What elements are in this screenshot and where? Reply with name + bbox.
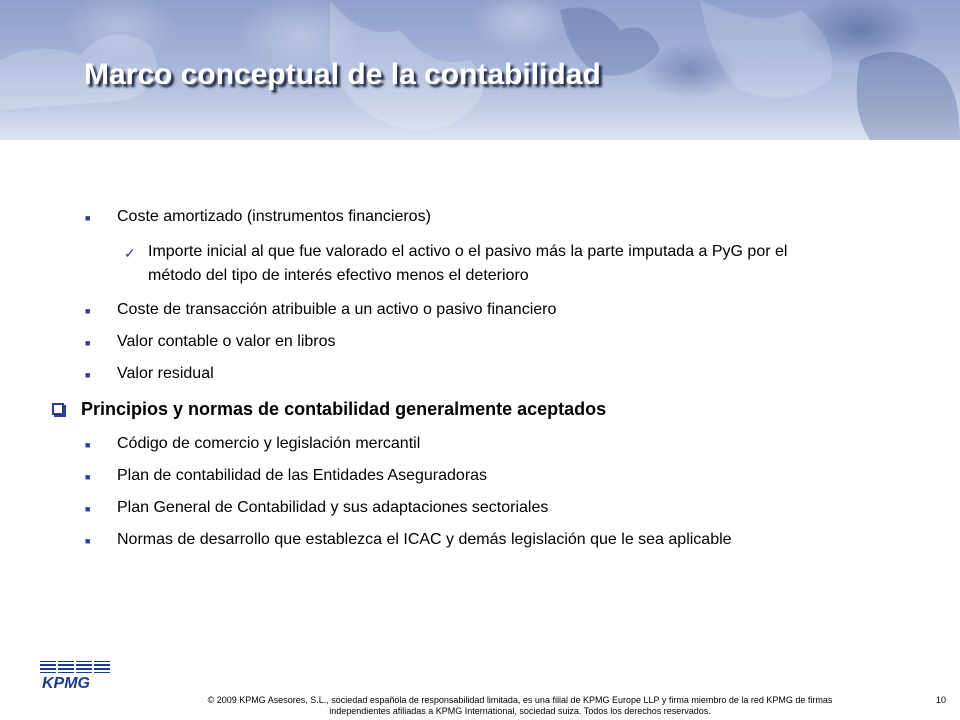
bullet-icon: ■ (85, 504, 91, 514)
list-item-line: método del tipo de interés efectivo menos el deterioro (148, 267, 529, 284)
list-item: Valor contable o valor en libros (117, 333, 336, 350)
bullet-icon: ■ (85, 536, 91, 546)
svg-text:KPMG: KPMG (42, 675, 90, 689)
footer-line: © 2009 KPMG Asesores, S.L., sociedad española de responsabilidad limitada, es una filial de KPMG Europe LLP y firma miembro de la red KPMG de firmas (207, 695, 833, 705)
checkbox-bullet-icon (52, 403, 64, 415)
list-item: Plan de contabilidad de las Entidades Aseguradoras (117, 467, 488, 484)
page-number: 10 (936, 695, 947, 705)
bullet-icon: ■ (85, 440, 91, 450)
page-title: Marco conceptual de la contabilidad (84, 58, 601, 91)
checkmark-icon: ✓ (124, 245, 136, 261)
section-heading: Principios y normas de contabilidad generalmente aceptados (81, 399, 607, 419)
bullet-icon: ■ (85, 338, 91, 348)
bullet-icon: ■ (85, 370, 91, 380)
list-item: Plan General de Contabilidad y sus adaptaciones sectoriales (117, 499, 549, 516)
list-item: Coste de transacción atribuible a un activo o pasivo financiero (117, 301, 557, 318)
list-item: Valor residual (117, 365, 214, 382)
kpmg-logo (40, 661, 114, 689)
bullet-icon: ■ (85, 213, 91, 223)
copyright-footer (135, 695, 905, 717)
list-item: Código de comercio y legislación mercantil (117, 435, 421, 452)
footer-line: independientes afiliadas a KPMG International, sociedad suiza. Todos los derechos reservados. (329, 706, 711, 716)
bullet-icon: ■ (85, 306, 91, 316)
header-banner (0, 0, 960, 140)
list-item: Normas de desarrollo que establezca el ICAC y demás legislación que le sea aplicable (117, 531, 732, 548)
bullet-icon: ■ (85, 472, 91, 482)
list-item-line: Importe inicial al que fue valorado el activo o el pasivo más la parte imputada a PyG por el (148, 243, 788, 260)
list-item: Coste amortizado (instrumentos financieros) (117, 208, 431, 225)
